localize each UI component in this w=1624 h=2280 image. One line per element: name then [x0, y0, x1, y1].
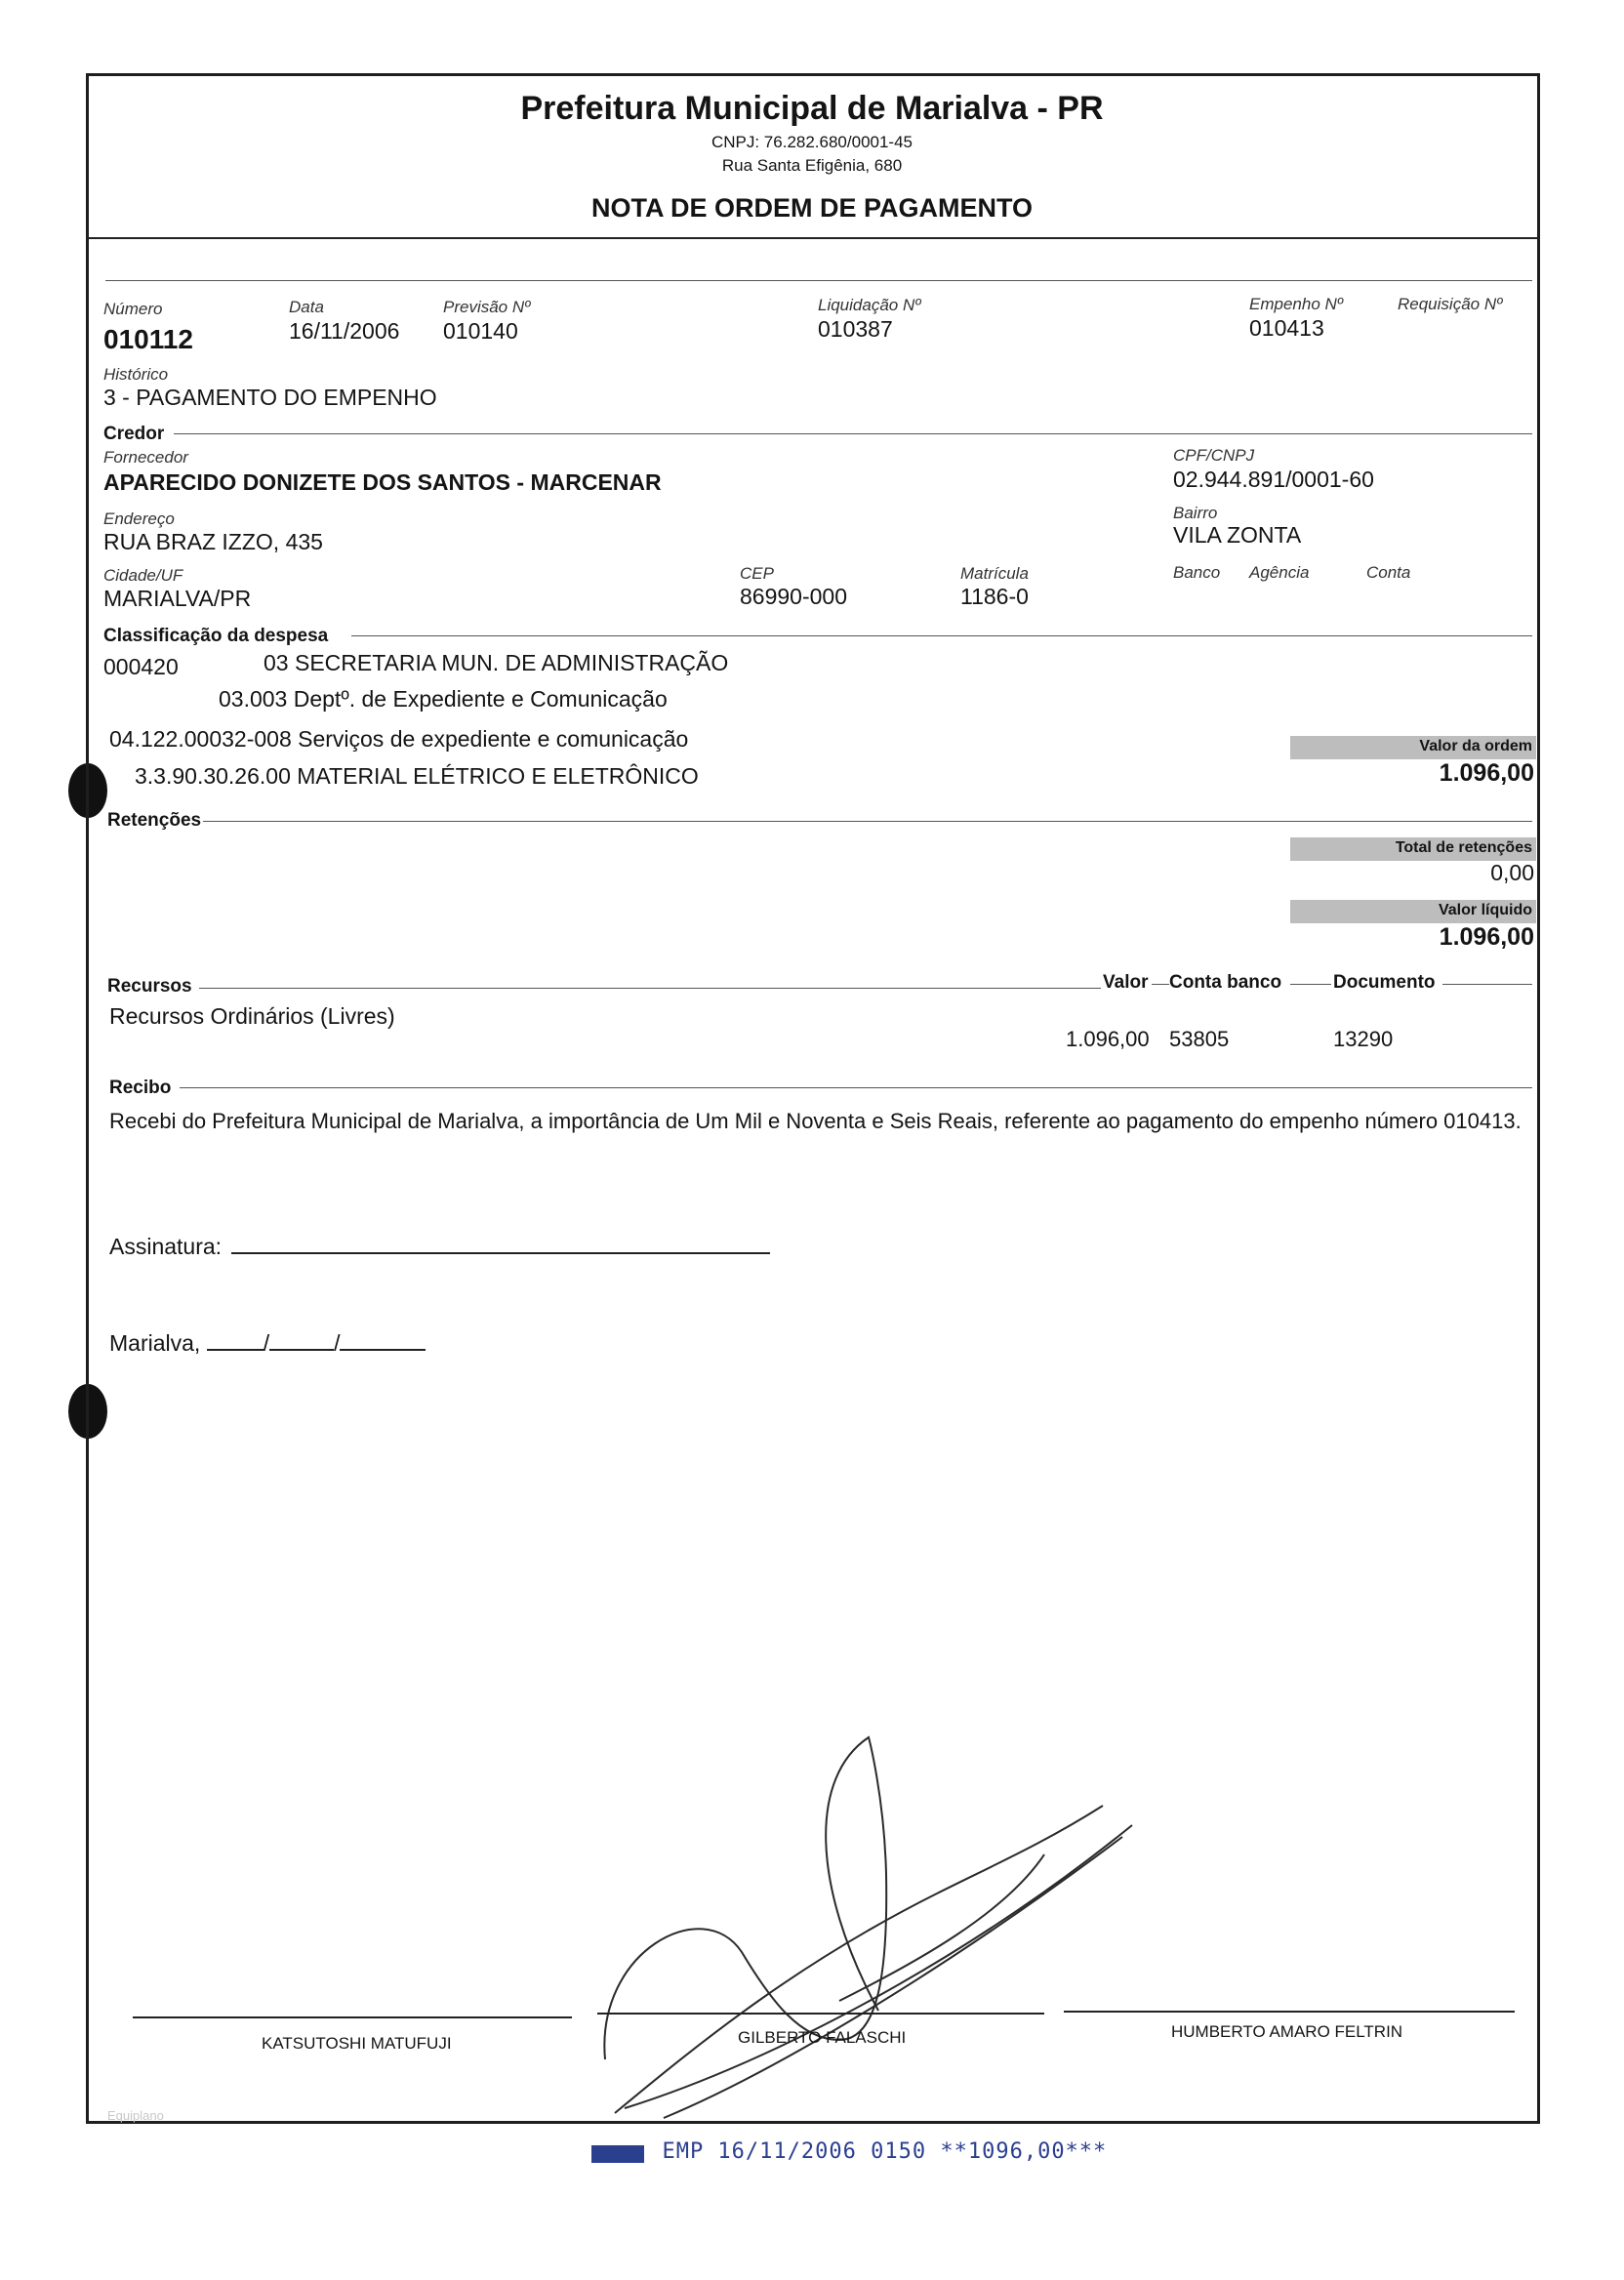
credor-section-title: Credor: [103, 424, 165, 444]
recursos-documento-label: Documento: [1333, 972, 1436, 993]
data-value: 16/11/2006: [289, 318, 400, 344]
day-line[interactable]: [207, 1331, 264, 1351]
cep-value: 86990-000: [740, 584, 847, 609]
classificacao-section-title: Classificação da despesa: [103, 626, 329, 646]
equiplano-mark: Equiplano: [107, 2108, 164, 2123]
document-title: NOTA DE ORDEM DE PAGAMENTO: [590, 193, 1033, 223]
requisicao-label: Requisição Nº: [1398, 295, 1503, 313]
historico-label: Histórico: [103, 365, 169, 384]
signature-name-1: KATSUTOSHI MATUFUJI: [262, 2034, 452, 2053]
bairro-label: Bairro: [1173, 504, 1218, 522]
month-line[interactable]: [269, 1331, 334, 1351]
fornecedor-label: Fornecedor: [103, 448, 188, 467]
recursos-section-title: Recursos: [107, 976, 192, 997]
cpf-label: CPF/CNPJ: [1173, 446, 1255, 465]
recursos-rule-4: [1442, 984, 1532, 985]
header-divider: [86, 237, 1540, 239]
recursos-valor: 1.096,00: [1066, 1027, 1150, 1051]
valor-ordem-label: Valor da ordem: [1419, 738, 1532, 754]
agencia-label: Agência: [1249, 563, 1310, 582]
payment-stamp: [591, 2139, 1107, 2164]
recursos-rule-2: [1152, 984, 1169, 985]
historico-value: 3 - PAGAMENTO DO EMPENHO: [103, 385, 437, 410]
data-label: Data: [289, 298, 324, 316]
recursos-rule-3: [1290, 984, 1331, 985]
empenho-label: Empenho Nº: [1249, 295, 1343, 313]
previsao-value: 010140: [443, 318, 518, 344]
year-line[interactable]: [340, 1331, 426, 1351]
cep-label: CEP: [740, 564, 774, 583]
recursos-rule: [199, 988, 1101, 989]
endereco-value: RUA BRAZ IZZO, 435: [103, 529, 323, 554]
assinatura-line[interactable]: [231, 1235, 770, 1254]
conta-label: Conta: [1366, 563, 1411, 582]
empenho-value: 010413: [1249, 315, 1324, 341]
classificacao-line2: 03.003 Deptº. de Expediente e Comunicação: [219, 686, 668, 712]
recursos-valor-label: Valor: [1103, 972, 1149, 993]
valor-liquido-band: [1290, 900, 1536, 923]
stamp-text: EMP 16/11/2006 0150 **1096,00***: [662, 2139, 1108, 2164]
classificacao-line4: 3.3.90.30.26.00 MATERIAL ELÉTRICO E ELETRÔNICO: [135, 763, 699, 789]
address-text: Rua Santa Efigênia, 680: [721, 156, 903, 175]
signature-name-3: HUMBERTO AMARO FELTRIN: [1171, 2022, 1403, 2041]
date-slash: /: [334, 1330, 341, 1356]
recibo-text: Recebi do Prefeitura Municipal de Marialva, a importância de Um Mil e Noventa e Seis Reais, referente ao pagamento do empenho número 010413.: [109, 1109, 1522, 1133]
retencoes-rule: [203, 821, 1532, 822]
classificacao-rule: [351, 635, 1532, 636]
bairro-value: VILA ZONTA: [1173, 522, 1302, 548]
valor-liquido-value: 1.096,00: [1439, 923, 1534, 951]
local-data-row: [109, 1330, 426, 1357]
recursos-conta-label: Conta banco: [1169, 972, 1282, 993]
numero-label: Número: [103, 300, 163, 318]
cidade-value: MARIALVA/PR: [103, 586, 252, 611]
recursos-descricao: Recursos Ordinários (Livres): [109, 1003, 395, 1029]
liquidacao-value: 010387: [818, 316, 893, 342]
previsao-label: Previsão Nº: [443, 298, 531, 316]
total-retencoes-band: [1290, 837, 1536, 861]
total-retencoes-label: Total de retenções: [1395, 839, 1532, 856]
liquidacao-label: Liquidação Nº: [818, 296, 921, 314]
signature-line-3: [1064, 2011, 1515, 2013]
cidade-label: Cidade/UF: [103, 566, 183, 585]
total-retencoes-value: 0,00: [1490, 860, 1534, 885]
classificacao-code: 000420: [103, 654, 179, 679]
assinatura-row: [109, 1234, 770, 1260]
signature-line-1: [133, 2016, 572, 2018]
numero-value: 010112: [103, 324, 193, 354]
valor-liquido-label: Valor líquido: [1438, 902, 1532, 918]
assinatura-label: Assinatura:: [109, 1234, 223, 1259]
endereco-label: Endereço: [103, 509, 175, 528]
local-label: Marialva,: [109, 1330, 201, 1356]
valor-ordem-band: [1290, 736, 1536, 759]
matricula-value: 1186-0: [960, 584, 1029, 609]
recursos-conta: 53805: [1169, 1027, 1230, 1051]
page-title: Prefeitura Municipal de Marialva - PR: [520, 90, 1104, 127]
cpf-value: 02.944.891/0001-60: [1173, 467, 1374, 492]
retencoes-section-title: Retenções: [107, 810, 202, 831]
signature-line-2: [597, 2013, 1044, 2015]
valor-ordem-value: 1.096,00: [1439, 759, 1534, 787]
banco-label: Banco: [1173, 563, 1221, 582]
credor-rule: [174, 433, 1532, 434]
recursos-documento: 13290: [1333, 1027, 1394, 1051]
recibo-rule: [180, 1087, 1532, 1088]
stamp-logo-icon: [591, 2145, 644, 2163]
top-rule: [105, 280, 1532, 281]
cnpj-text: CNPJ: 76.282.680/0001-45: [710, 133, 914, 151]
recibo-section-title: Recibo: [109, 1078, 172, 1098]
handwritten-signature: [586, 1718, 1152, 2138]
fornecedor-value: APARECIDO DONIZETE DOS SANTOS - MARCENAR: [103, 469, 662, 495]
signature-name-2: GILBERTO FALASCHI: [738, 2028, 907, 2047]
classificacao-line1: 03 SECRETARIA MUN. DE ADMINISTRAÇÃO: [264, 650, 729, 675]
matricula-label: Matrícula: [960, 564, 1029, 583]
classificacao-line3: 04.122.00032-008 Serviços de expediente e comunicação: [109, 726, 689, 752]
date-slash: /: [263, 1330, 270, 1356]
